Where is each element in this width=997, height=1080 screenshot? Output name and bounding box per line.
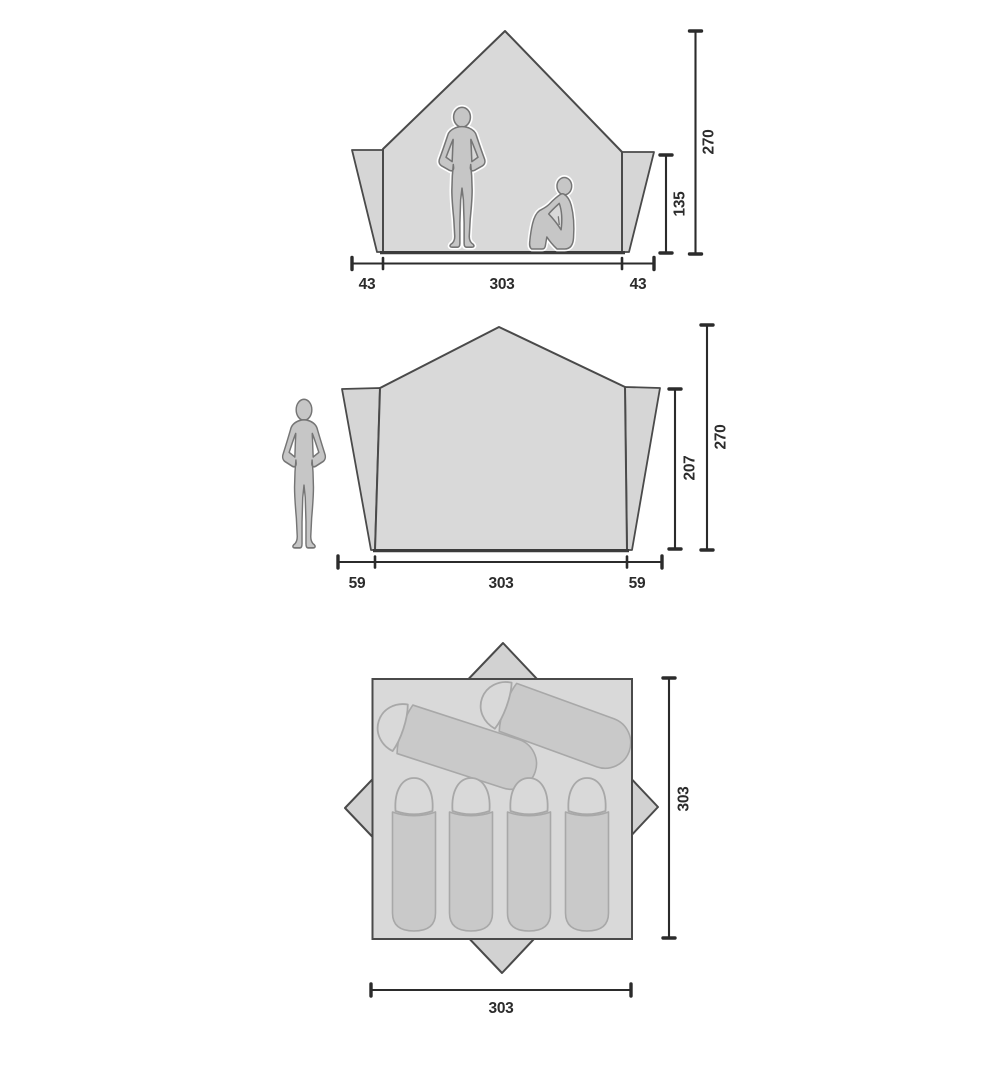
front-total-height-dimension [690,31,718,254]
plan-depth-label: 303 [675,786,693,812]
plan-width-label: 303 [488,1000,514,1017]
front-left-wing-label: 43 [358,276,376,293]
side-right-wing-label: 59 [628,575,646,592]
floor-plan-view [345,643,693,1017]
left-awning-wing [352,150,383,252]
side-elevation-view [283,325,730,592]
side-total-height-dimension [701,325,730,550]
front-width-dimension [352,258,654,294]
side-wall-height-dimension [669,389,699,549]
front-wall-height-label: 135 [671,191,689,217]
plan-width-dimension [371,984,631,1017]
left-awning-wing [342,388,380,550]
front-right-wing-label: 43 [629,276,647,293]
right-awning-wing [622,152,654,252]
side-body-width-label: 303 [488,575,514,592]
front-wall-height-dimension [660,155,689,253]
tent-front-body [383,31,622,252]
sleeping-bag-icon [566,778,609,931]
sleeping-bag-icon [450,778,493,931]
side-total-height-label: 270 [712,424,730,450]
front-body-width-label: 303 [489,276,515,293]
front-elevation-view [352,31,718,293]
plan-depth-dimension [663,678,693,938]
tent-side-body [375,327,627,550]
right-awning-wing [625,387,660,550]
front-total-height-label: 270 [700,129,718,155]
side-width-dimension [338,556,662,592]
sleeping-bag-icon [393,778,436,931]
standing-person-icon [283,399,326,548]
sleeping-bag-icon [508,778,551,931]
side-wall-height-label: 207 [681,455,699,481]
side-left-wing-label: 59 [348,575,366,592]
